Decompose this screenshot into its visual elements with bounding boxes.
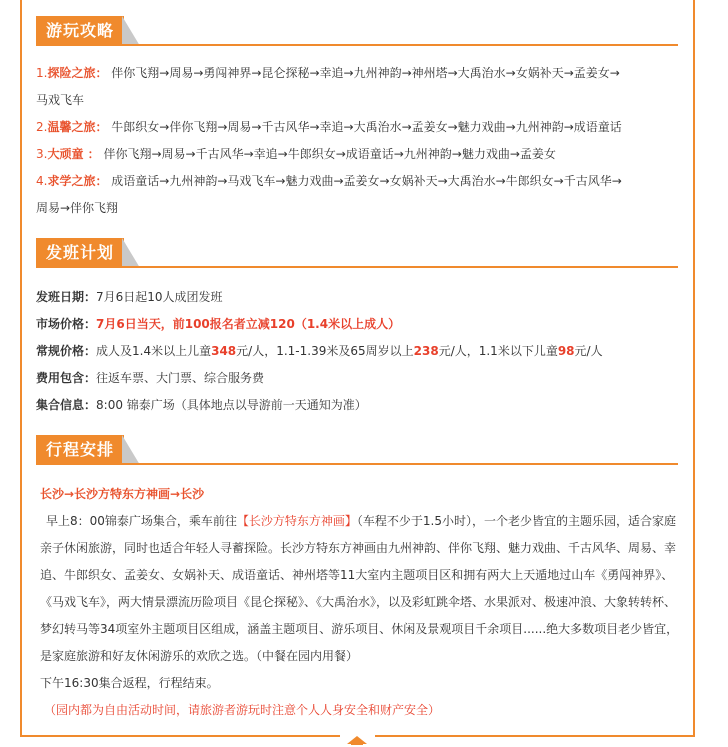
route-path: 伴你飞翔→周易→勇闯神界→昆仑探秘→幸追→九州神韵→神州塔→大禹治水→女娲补天→孟姜女→ [111, 66, 620, 80]
route-name: 大顽童 ： [47, 147, 100, 161]
gather-info-label: 集合信息： [36, 398, 97, 412]
section-title: 发班计划 [36, 238, 124, 268]
itinerary-title: 长沙→长沙方特东方神画→长沙 [40, 487, 205, 501]
route-path-cont: 周易→伴你飞翔 [36, 201, 119, 215]
section-header-underline [122, 463, 678, 465]
departure-date-row [36, 284, 678, 311]
route-path: 伴你飞翔→周易→千古风华→幸追→牛郎织女→成语童话→九州神韵→魅力戏曲→孟姜女 [103, 147, 556, 161]
schedule-info [36, 284, 678, 419]
gather-info-row [36, 392, 678, 419]
route-item-1 [36, 60, 678, 114]
itinerary-text: （车程不少于1.5小时），一个老少皆宜的主题乐园，适合家庭亲子休闲旅游，同时也适合年轻人寻蓄探险。长沙方特东方神画由九州神韵、伴你飞翔、魅力戏曲、千古风华、周易、幸追、牛郎织女、孟姜女、女娲补天、成语童话、神州塔等11大室内主题项目区和拥有两大上天遁地过山车《勇闯神界》、《马戏飞车》，两大情景漂流历险项目《昆仑探秘》、《大禹治水》，以及彩虹跳伞塔、水果派对、极速冲浪、大象转转杯、梦幻转马等34项室外主题项目区组成，涵盖主题项目、游乐项目、休闲及景观项目千余项目......绝大多数项目老少皆宜，是家庭旅游和好友休闲游乐的欢欣之选。（中餐在园内用餐） [40, 514, 679, 663]
route-path: 牛郎织女→伴你飞翔→周易→千古风华→幸追→大禹治水→孟姜女→魅力戏曲→九州神韵→成语童话 [111, 120, 622, 134]
frame-bottom-border-right [375, 735, 695, 737]
adult-price: 348 [211, 344, 237, 358]
section-title: 行程安排 [36, 435, 124, 465]
section-header-underline [122, 44, 678, 46]
return-info: 下午16:30集合返程，行程结束。 [40, 676, 219, 690]
regular-price-text: 元/人，1.1米以下儿童 [438, 344, 558, 358]
regular-price-row [36, 338, 678, 365]
gather-info-value: 8:00 锦泰广场（具体地点以导游前一天通知为准） [96, 398, 367, 412]
safety-note: （园内都为自由活动时间，请旅游者游玩时注意个人人身安全和财产安全） [44, 703, 441, 717]
section-header-tour-tips [36, 16, 678, 46]
senior-price: 238 [413, 344, 439, 358]
departure-date-value: 7月6日起10人成团发班 [96, 290, 223, 304]
route-number: 4. [36, 174, 48, 188]
section-header-schedule [36, 238, 678, 268]
destination-name: 【长沙方特东方神画】 [236, 514, 357, 528]
route-name: 温馨之旅： [47, 120, 108, 134]
regular-price-text: 成人及1.4米以上儿童 [96, 344, 212, 358]
fee-include-label: 费用包含： [36, 371, 97, 385]
itinerary-text: 早上8：00锦泰广场集合，乘车前往 [46, 514, 237, 528]
section-header-shadow [122, 238, 140, 268]
route-item-3 [36, 141, 678, 168]
section-header-shadow [122, 435, 140, 465]
route-name: 求学之旅： [47, 174, 108, 188]
route-path-cont: 马戏飞车 [36, 93, 85, 107]
route-item-4 [36, 168, 678, 222]
route-item-2 [36, 114, 678, 141]
regular-price-label: 常规价格： [36, 344, 97, 358]
child-price: 98 [557, 344, 575, 358]
departure-date-label: 发班日期： [36, 290, 97, 304]
itinerary-content [40, 481, 680, 724]
itinerary-paragraph [40, 508, 680, 670]
market-price-row [36, 311, 678, 338]
route-list [36, 60, 678, 222]
frame-right-border [693, 0, 695, 735]
frame-left-border [20, 0, 22, 735]
fee-include-value: 往返车票、大门票、综合服务费 [96, 371, 265, 385]
section-title: 游玩攻略 [36, 16, 124, 46]
route-name: 探险之旅： [47, 66, 108, 80]
regular-price-text: 元/人，1.1-1.39米及65周岁以上 [236, 344, 414, 358]
section-header-underline [122, 266, 678, 268]
section-header-shadow [122, 16, 140, 46]
section-header-itinerary [36, 435, 678, 465]
regular-price-text: 元/人 [574, 344, 603, 358]
route-number: 1. [36, 66, 48, 80]
market-price-value: 7月6日当天，前100报名者立减120（1.4米以上成人） [96, 317, 401, 331]
market-price-label: 市场价格： [36, 317, 97, 331]
fee-include-row [36, 365, 678, 392]
up-arrow-base [351, 742, 363, 745]
route-number: 3. [36, 147, 48, 161]
route-number: 2. [36, 120, 48, 134]
frame-bottom-border-left [20, 735, 340, 737]
route-path: 成语童话→九州神韵→马戏飞车→魅力戏曲→孟姜女→女娲补天→大禹治水→牛郎织女→千古风华→ [111, 174, 622, 188]
